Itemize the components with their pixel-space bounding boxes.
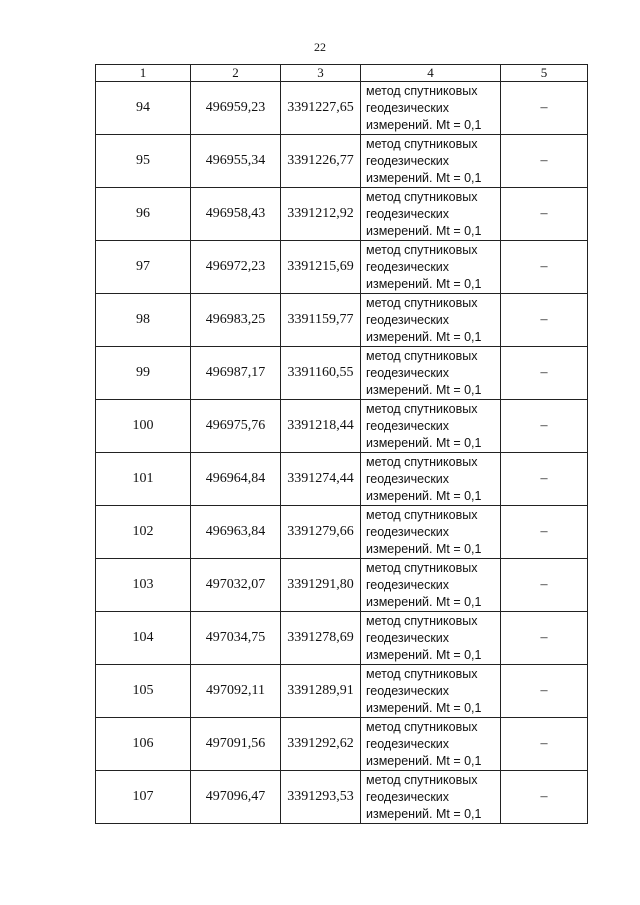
- method-line: геодезических: [366, 312, 450, 327]
- method-line: геодезических: [366, 365, 450, 380]
- method-line: измерений. Mt = 0,1: [366, 594, 482, 609]
- y-coordinate-cell: 3391159,77: [281, 294, 361, 347]
- y-coordinate-cell: 3391226,77: [281, 135, 361, 188]
- y-coordinate-cell: 3391292,62: [281, 718, 361, 771]
- method-line: измерений. Mt = 0,1: [366, 276, 482, 291]
- point-number-cell: 102: [96, 506, 191, 559]
- x-coordinate-cell: 496972,23: [191, 241, 281, 294]
- y-coordinate-cell: 3391293,53: [281, 771, 361, 824]
- note-cell: –: [501, 347, 588, 400]
- method-line: метод спутниковых: [366, 772, 478, 787]
- method-line: геодезических: [366, 630, 450, 645]
- point-number-cell: 100: [96, 400, 191, 453]
- y-coordinate-cell: 3391278,69: [281, 612, 361, 665]
- table-row: [96, 82, 588, 135]
- column-header-4: 4: [361, 65, 501, 82]
- point-number-cell: 105: [96, 665, 191, 718]
- y-coordinate-cell: 3391218,44: [281, 400, 361, 453]
- table-row: [96, 347, 588, 400]
- method-cell: [361, 771, 501, 824]
- note-cell: –: [501, 506, 588, 559]
- method-line: геодезических: [366, 789, 450, 804]
- point-number-cell: 97: [96, 241, 191, 294]
- point-number-cell: 98: [96, 294, 191, 347]
- method-cell: [361, 188, 501, 241]
- y-coordinate-cell: 3391160,55: [281, 347, 361, 400]
- method-cell: [361, 506, 501, 559]
- note-cell: –: [501, 771, 588, 824]
- method-line: метод спутниковых: [366, 242, 478, 257]
- method-line: измерений. Mt = 0,1: [366, 223, 482, 238]
- method-line: измерений. Mt = 0,1: [366, 541, 482, 556]
- method-line: метод спутниковых: [366, 666, 478, 681]
- x-coordinate-cell: 496975,76: [191, 400, 281, 453]
- table-row: [96, 241, 588, 294]
- page-number: 22: [314, 40, 326, 54]
- x-coordinate-cell: 496964,84: [191, 453, 281, 506]
- method-line: измерений. Mt = 0,1: [366, 806, 482, 821]
- method-line: метод спутниковых: [366, 401, 478, 416]
- point-number-cell: 104: [96, 612, 191, 665]
- method-line: геодезических: [366, 524, 450, 539]
- y-coordinate-cell: 3391274,44: [281, 453, 361, 506]
- note-cell: –: [501, 188, 588, 241]
- method-line: метод спутниковых: [366, 454, 478, 469]
- method-line: геодезических: [366, 259, 450, 274]
- method-cell: [361, 241, 501, 294]
- method-cell: [361, 718, 501, 771]
- table-row: [96, 718, 588, 771]
- method-line: метод спутниковых: [366, 613, 478, 628]
- table-header-row: [96, 65, 588, 82]
- method-line: измерений. Mt = 0,1: [366, 329, 482, 344]
- table-body: [96, 82, 588, 824]
- method-line: геодезических: [366, 418, 450, 433]
- y-coordinate-cell: 3391279,66: [281, 506, 361, 559]
- column-header-2: 2: [191, 65, 281, 82]
- table-row: [96, 506, 588, 559]
- table-row: [96, 771, 588, 824]
- note-cell: –: [501, 559, 588, 612]
- point-number-cell: 106: [96, 718, 191, 771]
- method-cell: [361, 665, 501, 718]
- table-row: [96, 612, 588, 665]
- table-row: [96, 135, 588, 188]
- method-line: геодезических: [366, 577, 450, 592]
- point-number-cell: 96: [96, 188, 191, 241]
- y-coordinate-cell: 3391215,69: [281, 241, 361, 294]
- y-coordinate-cell: 3391227,65: [281, 82, 361, 135]
- point-number-cell: 101: [96, 453, 191, 506]
- column-header-3: 3: [281, 65, 361, 82]
- method-cell: [361, 294, 501, 347]
- method-line: измерений. Mt = 0,1: [366, 382, 482, 397]
- point-number-cell: 103: [96, 559, 191, 612]
- point-number-cell: 99: [96, 347, 191, 400]
- method-line: метод спутниковых: [366, 348, 478, 363]
- method-line: метод спутниковых: [366, 560, 478, 575]
- table-row: [96, 453, 588, 506]
- method-line: метод спутниковых: [366, 189, 478, 204]
- x-coordinate-cell: 496963,84: [191, 506, 281, 559]
- method-line: метод спутниковых: [366, 507, 478, 522]
- x-coordinate-cell: 496958,43: [191, 188, 281, 241]
- note-cell: –: [501, 718, 588, 771]
- method-line: геодезических: [366, 100, 450, 115]
- table-row: [96, 665, 588, 718]
- table-row: [96, 400, 588, 453]
- method-line: геодезических: [366, 153, 450, 168]
- note-cell: –: [501, 453, 588, 506]
- method-line: измерений. Mt = 0,1: [366, 700, 482, 715]
- method-cell: [361, 400, 501, 453]
- method-cell: [361, 82, 501, 135]
- method-cell: [361, 453, 501, 506]
- method-line: геодезических: [366, 736, 450, 751]
- column-header-5: 5: [501, 65, 588, 82]
- method-line: геодезических: [366, 683, 450, 698]
- method-line: геодезических: [366, 206, 450, 221]
- method-line: геодезических: [366, 471, 450, 486]
- point-number-cell: 94: [96, 82, 191, 135]
- table-row: [96, 294, 588, 347]
- method-cell: [361, 135, 501, 188]
- method-cell: [361, 559, 501, 612]
- note-cell: –: [501, 241, 588, 294]
- note-cell: –: [501, 82, 588, 135]
- y-coordinate-cell: 3391212,92: [281, 188, 361, 241]
- y-coordinate-cell: 3391289,91: [281, 665, 361, 718]
- table-row: [96, 188, 588, 241]
- note-cell: –: [501, 612, 588, 665]
- x-coordinate-cell: 496955,34: [191, 135, 281, 188]
- method-line: измерений. Mt = 0,1: [366, 647, 482, 662]
- method-line: измерений. Mt = 0,1: [366, 435, 482, 450]
- note-cell: –: [501, 135, 588, 188]
- x-coordinate-cell: 497091,56: [191, 718, 281, 771]
- x-coordinate-cell: 497034,75: [191, 612, 281, 665]
- x-coordinate-cell: 497096,47: [191, 771, 281, 824]
- note-cell: –: [501, 294, 588, 347]
- method-line: измерений. Mt = 0,1: [366, 753, 482, 768]
- x-coordinate-cell: 497092,11: [191, 665, 281, 718]
- note-cell: –: [501, 400, 588, 453]
- method-line: измерений. Mt = 0,1: [366, 488, 482, 503]
- method-line: измерений. Mt = 0,1: [366, 170, 482, 185]
- note-cell: –: [501, 665, 588, 718]
- method-cell: [361, 347, 501, 400]
- column-header-1: 1: [96, 65, 191, 82]
- point-number-cell: 107: [96, 771, 191, 824]
- method-cell: [361, 612, 501, 665]
- method-line: метод спутниковых: [366, 83, 478, 98]
- method-line: измерений. Mt = 0,1: [366, 117, 482, 132]
- coordinates-table: [95, 64, 588, 824]
- method-line: метод спутниковых: [366, 719, 478, 734]
- x-coordinate-cell: 496983,25: [191, 294, 281, 347]
- point-number-cell: 95: [96, 135, 191, 188]
- x-coordinate-cell: 496959,23: [191, 82, 281, 135]
- y-coordinate-cell: 3391291,80: [281, 559, 361, 612]
- method-line: метод спутниковых: [366, 136, 478, 151]
- x-coordinate-cell: 496987,17: [191, 347, 281, 400]
- x-coordinate-cell: 497032,07: [191, 559, 281, 612]
- table-row: [96, 559, 588, 612]
- method-line: метод спутниковых: [366, 295, 478, 310]
